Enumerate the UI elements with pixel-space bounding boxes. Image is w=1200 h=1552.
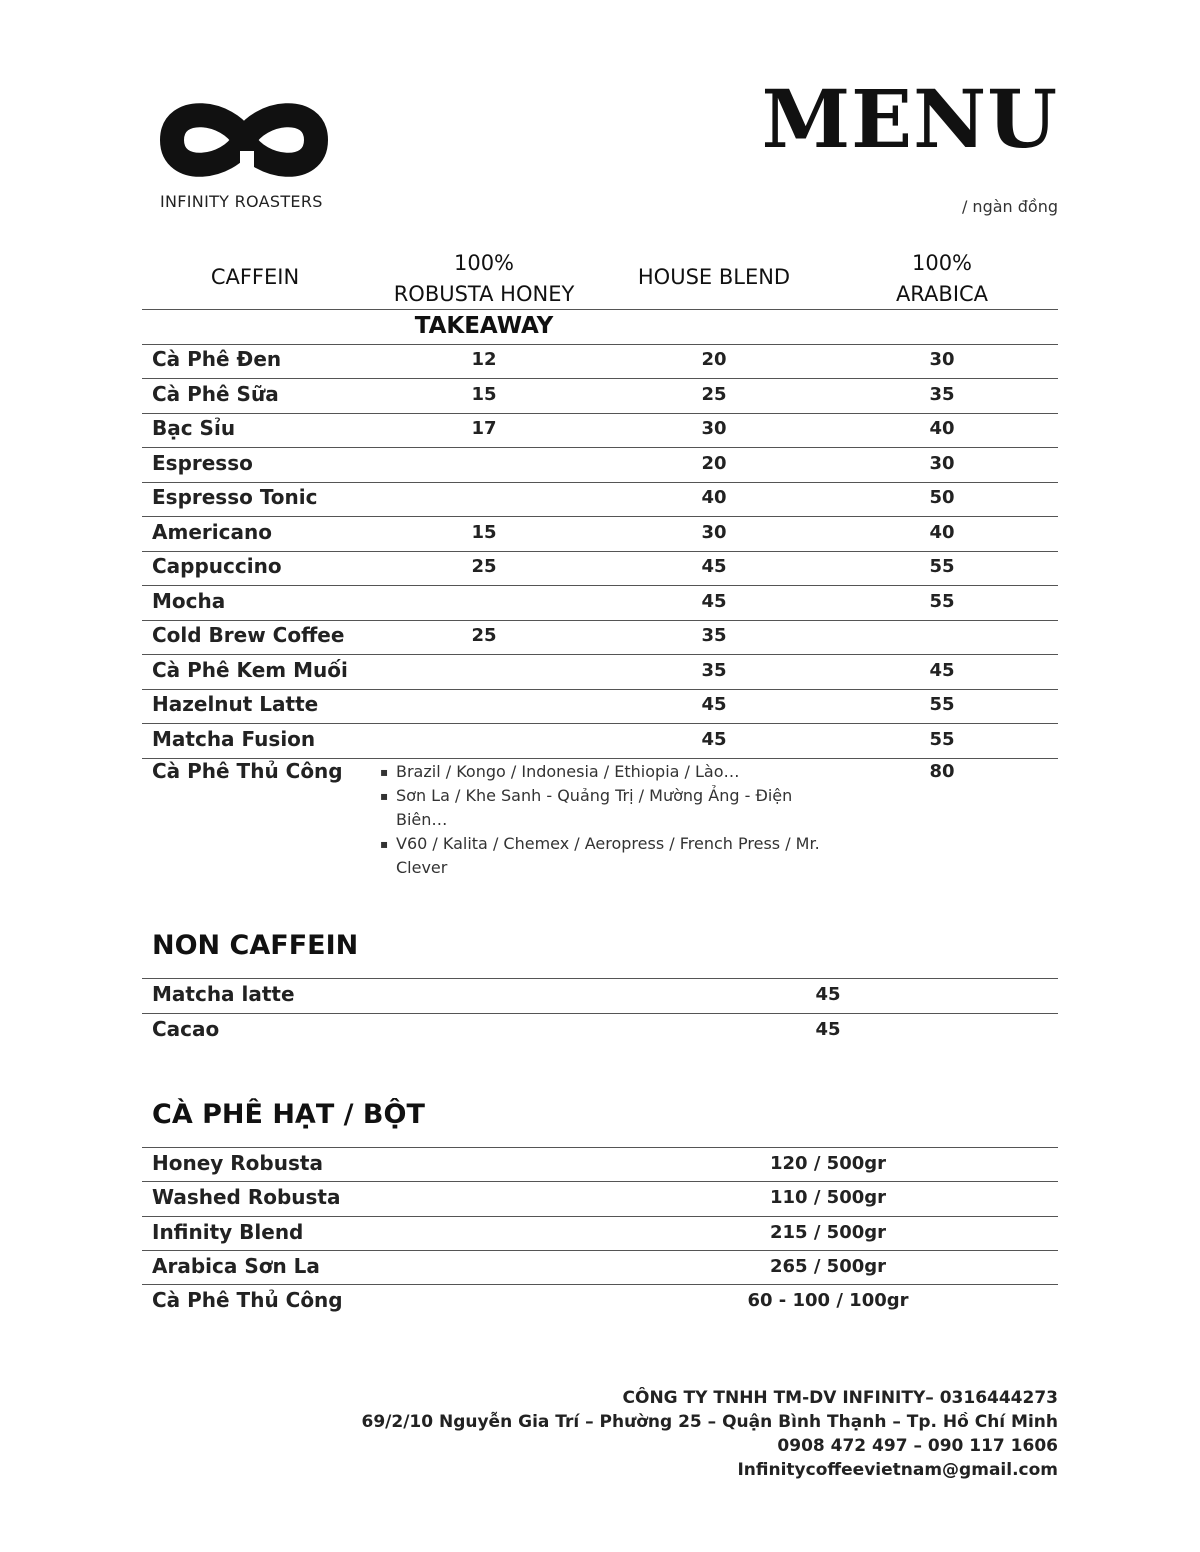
price-arabica: 40: [929, 418, 955, 439]
page-title: MENU: [761, 72, 1058, 166]
price-house: 45: [701, 591, 727, 612]
price-robusta: 15: [471, 384, 497, 405]
table-row: [142, 517, 1058, 551]
price-house: 45: [701, 694, 727, 715]
price-house: 20: [701, 349, 727, 370]
craft-notes: [380, 760, 820, 880]
brand-name: INFINITY ROASTERS: [160, 192, 323, 211]
col-arabica-header: ARABICA: [895, 282, 989, 306]
item-name: Washed Robusta: [152, 1185, 341, 1209]
item-name: Cacao: [152, 1017, 220, 1041]
item-name: Matcha Fusion: [152, 727, 316, 751]
table-row: [142, 344, 1058, 378]
list-item: ▪ V60 / Kalita / Chemex / Aeropress / French Press / Mr. Clever: [380, 832, 820, 880]
price-house: 45: [701, 556, 727, 577]
table-row: [142, 1285, 1058, 1319]
table-row: [142, 724, 1058, 758]
price-robusta: 25: [471, 556, 497, 577]
item-name: Bạc Sỉu: [152, 416, 236, 440]
price-arabica: 55: [929, 556, 955, 577]
item-name: Espresso Tonic: [152, 485, 318, 509]
price-house: 40: [701, 487, 727, 508]
price-robusta: 15: [471, 522, 497, 543]
col-robusta-header: ROBUSTA HONEY: [393, 282, 575, 306]
price-house: 30: [701, 418, 727, 439]
table-row: [142, 620, 1058, 654]
company-name: CÔNG TY TNHH TM-DV INFINITY– 0316444273: [622, 1388, 1058, 1408]
item-name: Arabica Sơn La: [152, 1254, 320, 1278]
price-arabica: 55: [929, 591, 955, 612]
item-name: Matcha latte: [152, 982, 295, 1006]
price-house: 45: [701, 729, 727, 750]
divider: [142, 309, 1058, 310]
item-name: Cappuccino: [152, 554, 282, 578]
item-name: Cà Phê Đen: [152, 347, 282, 371]
item-name: Cà Phê Sữa: [152, 382, 279, 406]
company-phones: 0908 472 497 – 090 117 1606: [777, 1436, 1058, 1456]
item-price: 215 / 500gr: [769, 1222, 886, 1243]
price-house: 20: [701, 453, 727, 474]
price-arabica: 55: [929, 729, 955, 750]
table-row: [142, 482, 1058, 516]
price-arabica: 35: [929, 384, 955, 405]
price-house: 35: [701, 660, 727, 681]
table-row: [142, 413, 1058, 447]
table-row: [142, 1014, 1058, 1048]
table-row: [142, 1217, 1058, 1251]
table-row: [142, 448, 1058, 482]
table-row: [142, 1182, 1058, 1216]
table-row: [142, 1251, 1058, 1285]
price-arabica: 50: [929, 487, 955, 508]
table-row: [142, 689, 1058, 723]
company-email: Infinitycoffeevietnam@gmail.com: [737, 1460, 1058, 1480]
section-title: NON CAFFEIN: [152, 930, 359, 961]
item-name: Cà Phê Thủ Công: [152, 1288, 343, 1312]
infinity-icon: [158, 96, 330, 184]
list-item: ▪ Brazil / Kongo / Indonesia / Ethiopia / Lào…: [380, 760, 820, 784]
item-price: 265 / 500gr: [769, 1256, 886, 1277]
col-arabica-header-pct: 100%: [911, 251, 973, 275]
item-name: Cold Brew Coffee: [152, 623, 345, 647]
price-arabica: 30: [929, 453, 955, 474]
price-house: 25: [701, 384, 727, 405]
col-house-header: HOUSE BLEND: [637, 265, 791, 289]
caffein-header: CAFFEIN: [210, 265, 300, 289]
item-price: 45: [815, 1019, 841, 1040]
table-row: [142, 979, 1058, 1013]
table-row: [142, 655, 1058, 689]
takeaway-header: TAKEAWAY: [414, 313, 554, 339]
unit-note: / ngàn đồng: [961, 197, 1058, 216]
list-item: ▪ Sơn La / Khe Sanh - Quảng Trị / Mường Ảng - Điện Biên…: [380, 784, 820, 832]
price-robusta: 17: [471, 418, 497, 439]
price-arabica: 55: [929, 694, 955, 715]
item-name: Espresso: [152, 451, 253, 475]
table-row: [142, 586, 1058, 620]
item-name: Honey Robusta: [152, 1151, 323, 1175]
table-row: [142, 379, 1058, 413]
item-name: Hazelnut Latte: [152, 692, 319, 716]
company-address: 69/2/10 Nguyễn Gia Trí – Phường 25 – Quận Bình Thạnh – Tp. Hồ Chí Minh: [361, 1412, 1058, 1432]
price-arabica: 80: [929, 761, 955, 782]
item-price: 45: [815, 984, 841, 1005]
item-name: Infinity Blend: [152, 1220, 304, 1244]
item-name: Cà Phê Thủ Công: [152, 759, 343, 783]
item-price: 110 / 500gr: [769, 1187, 886, 1208]
footer: [362, 1386, 1059, 1482]
item-name: Cà Phê Kem Muối: [152, 658, 348, 682]
price-arabica: 45: [929, 660, 955, 681]
table-row: [142, 1148, 1058, 1182]
item-name: Mocha: [152, 589, 226, 613]
item-price: 120 / 500gr: [769, 1153, 886, 1174]
item-price: 60 - 100 / 100gr: [747, 1290, 909, 1311]
col-robusta-header-pct: 100%: [453, 251, 515, 275]
table-row: [142, 551, 1058, 585]
price-arabica: 40: [929, 522, 955, 543]
price-robusta: 25: [471, 625, 497, 646]
price-house: 30: [701, 522, 727, 543]
section-title: CÀ PHÊ HẠT / BỘT: [152, 1099, 425, 1130]
item-name: Americano: [152, 520, 272, 544]
price-house: 35: [701, 625, 727, 646]
price-robusta: 12: [471, 349, 497, 370]
price-arabica: 30: [929, 349, 955, 370]
